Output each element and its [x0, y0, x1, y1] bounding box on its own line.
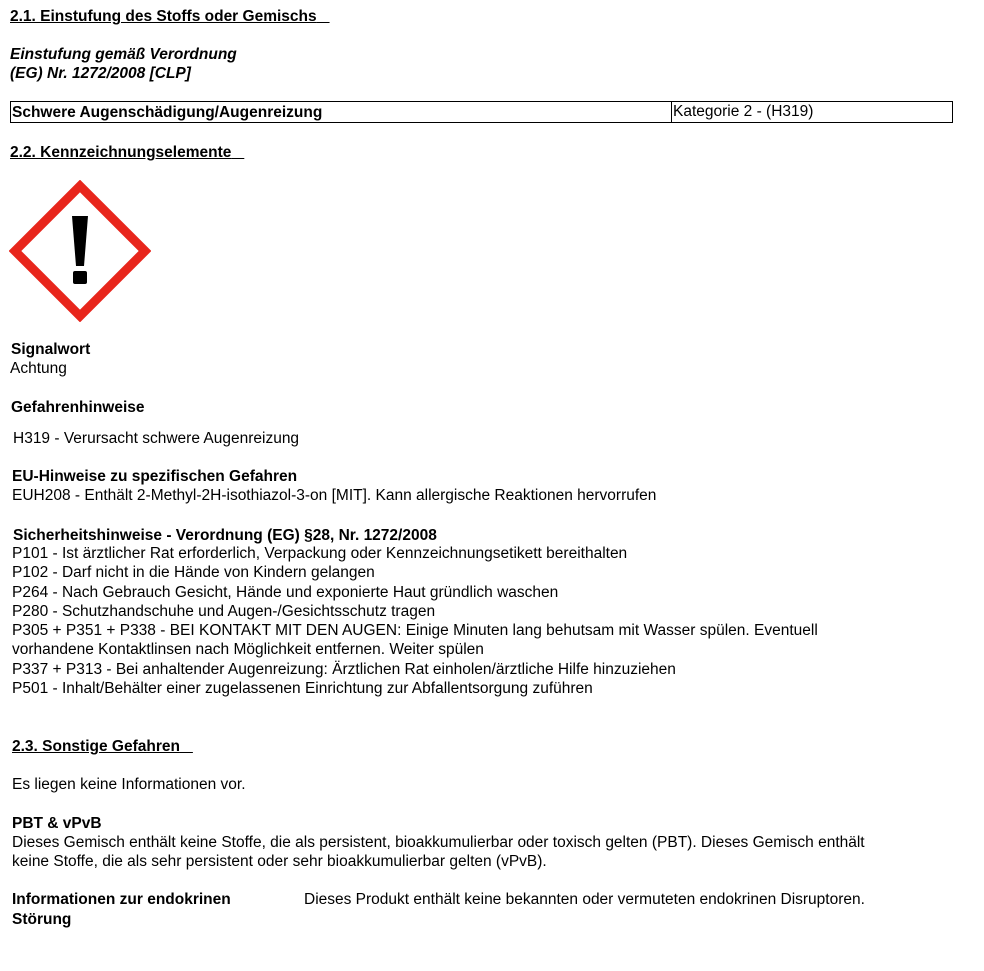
list-item: P102 - Darf nicht in die Hände von Kindern gelangen [12, 564, 375, 582]
precautionary-label: Sicherheitshinweise - Verordnung (EG) §28, Nr. 1272/2008 [13, 527, 437, 544]
section-2-2-title: 2.2. Kennzeichnungselemente [10, 144, 232, 161]
hazard-class-cell: Schwere Augenschädigung/Augenreizung [11, 102, 672, 122]
hazard-statement: H319 - Verursacht schwere Augenreizung [13, 430, 300, 447]
list-item: P305 + P351 + P338 - BEI KONTAKT MIT DEN AUGEN: Einige Minuten lang behutsam mit Wasser spülen. Eventuell [12, 622, 818, 640]
endocrine-text: Dieses Produkt enthält keine bekannten oder vermuteten endokrinen Disruptoren. [304, 891, 865, 908]
list-item: vorhandene Kontaktlinsen nach Möglichkeit entfernen. Weiter spülen [12, 641, 484, 659]
list-item: P101 - Ist ärztlicher Rat erforderlich, Verpackung oder Kennzeichnungsetikett bereithalten [12, 545, 628, 562]
signal-word-label: Signalwort [11, 341, 91, 358]
pbt-label: PBT & vPvB [12, 815, 102, 832]
precautionary-list [12, 544, 818, 698]
hazard-category-cell: Kategorie 2 - (H319) [673, 103, 814, 120]
pbt-text-line2: keine Stoffe, die als sehr persistent oder sehr bioakkumulierbar gelten (vPvB). [12, 853, 547, 870]
pbt-text-line1: Dieses Gemisch enthält keine Stoffe, die als persistent, bioakkumulierbar oder toxisch gelten (PBT). Dieses Gemisch enthält [12, 834, 865, 851]
list-item: P280 - Schutzhandschuhe und Augen-/Gesichtsschutz tragen [12, 602, 436, 620]
list-item: P264 - Nach Gebrauch Gesicht, Hände und exponierte Haut gründlich waschen [12, 583, 559, 601]
signal-word: Achtung [10, 360, 67, 377]
classification-subtitle-line2: (EG) Nr. 1272/2008 [CLP] [10, 65, 191, 82]
classification-table [10, 101, 953, 123]
endocrine-label-line2: Störung [12, 911, 72, 928]
ghs07-exclamation-mark-icon [9, 180, 151, 322]
list-item: P501 - Inhalt/Behälter einer zugelassenen Einrichtung zur Abfallentsorgung zuführen [12, 680, 593, 698]
hazard-statements-label: Gefahrenhinweise [11, 399, 145, 416]
eu-hazard-statement: EUH208 - Enthält 2-Methyl-2H-isothiazol-3-on [MIT]. Kann allergische Reaktionen hervorrufen [12, 487, 657, 504]
section-2-3-title: 2.3. Sonstige Gefahren [12, 738, 180, 755]
eu-hazard-label: EU-Hinweise zu spezifischen Gefahren [12, 468, 298, 485]
classification-subtitle-line1: Einstufung gemäß Verordnung [10, 46, 237, 63]
endocrine-label-line1: Informationen zur endokrinen [12, 891, 231, 908]
section-2-1-title: 2.1. Einstufung des Stoffs oder Gemischs [10, 8, 317, 25]
list-item: P337 + P313 - Bei anhaltender Augenreizung: Ärztlichen Rat einholen/ärztliche Hilfe hinzuziehen [12, 660, 676, 678]
no-info-text: Es liegen keine Informationen vor. [12, 776, 246, 793]
